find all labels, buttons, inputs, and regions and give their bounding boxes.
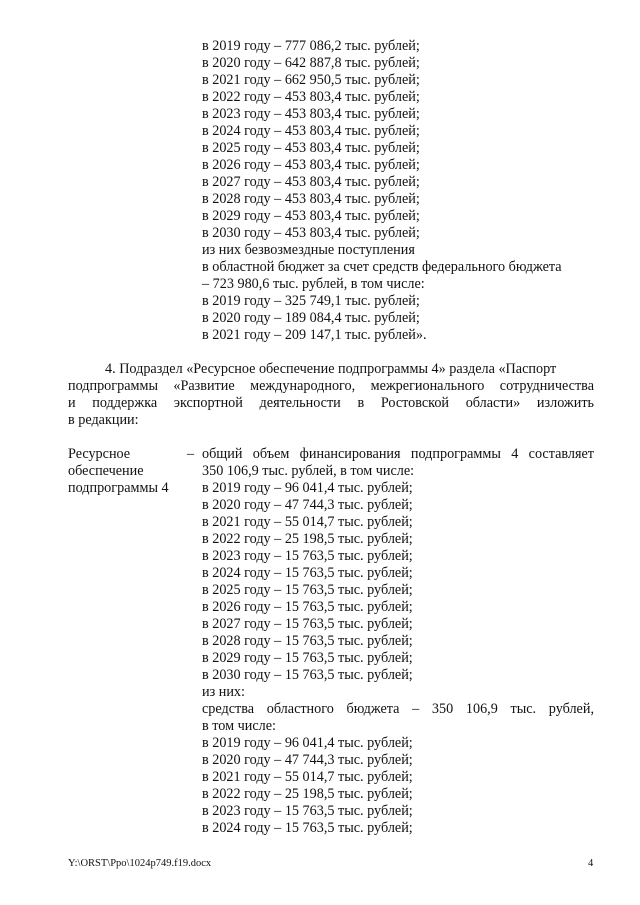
text-line: в 2027 году – 453 803,4 тыс. рублей; <box>202 174 420 190</box>
table-intro: 350 106,9 тыс. рублей, в том числе: <box>202 463 415 479</box>
table-year-total: в 2021 году – 55 014,7 тыс. рублей; <box>202 514 413 530</box>
table-dash: – <box>187 446 195 462</box>
text-line: в 2023 году – 453 803,4 тыс. рублей; <box>202 106 420 122</box>
text-line: из них безвозмездные поступления <box>202 242 415 258</box>
text-line: в 2030 году – 453 803,4 тыс. рублей; <box>202 225 420 241</box>
text-line: в 2020 году – 189 084,4 тыс. рублей; <box>202 310 420 326</box>
table-year-regional: в 2022 году – 25 198,5 тыс. рублей; <box>202 786 413 802</box>
table-year-total: в 2023 году – 15 763,5 тыс. рублей; <box>202 548 413 564</box>
text-line: в 2021 году – 209 147,1 тыс. рублей». <box>202 327 427 343</box>
paragraph-line: подпрограммы «Развитие международного, межрегионального сотрудничества <box>68 378 594 394</box>
table-year-total: в 2030 году – 15 763,5 тыс. рублей; <box>202 667 413 683</box>
table-year-total: в 2024 году – 15 763,5 тыс. рублей; <box>202 565 413 581</box>
table-label: обеспечение <box>68 463 144 479</box>
table-year-total: в 2029 году – 15 763,5 тыс. рублей; <box>202 650 413 666</box>
text-line: в 2024 году – 453 803,4 тыс. рублей; <box>202 123 420 139</box>
table-year-regional: в 2023 году – 15 763,5 тыс. рублей; <box>202 803 413 819</box>
table-year-regional: в 2024 году – 15 763,5 тыс. рублей; <box>202 820 413 836</box>
paragraph-line: 4. Подраздел «Ресурсное обеспечение подпрограммы 4» раздела «Паспорт <box>105 361 557 377</box>
paragraph-line: в редакции: <box>68 412 139 428</box>
text-line: в областной бюджет за счет средств федерального бюджета <box>202 259 562 275</box>
table-intro: общий объем финансирования подпрограммы 4 составляет <box>202 446 594 462</box>
table-label: подпрограммы 4 <box>68 480 169 496</box>
text-line: в 2026 году – 453 803,4 тыс. рублей; <box>202 157 420 173</box>
table-year-total: в 2019 году – 96 041,4 тыс. рублей; <box>202 480 413 496</box>
text-line: в 2025 году – 453 803,4 тыс. рублей; <box>202 140 420 156</box>
text-line: в 2028 году – 453 803,4 тыс. рублей; <box>202 191 420 207</box>
table-year-total: в 2022 году – 25 198,5 тыс. рублей; <box>202 531 413 547</box>
table-regional: средства областного бюджета – 350 106,9 тыс. рублей, <box>202 701 594 717</box>
table-label: Ресурсное <box>68 446 131 462</box>
paragraph-line: и поддержка экспортной деятельности в Ростовской области» изложить <box>68 395 594 411</box>
table-year-regional: в 2020 году – 47 744,3 тыс. рублей; <box>202 752 413 768</box>
table-year-regional: в 2019 году – 96 041,4 тыс. рублей; <box>202 735 413 751</box>
text-line: в 2021 году – 662 950,5 тыс. рублей; <box>202 72 420 88</box>
text-line: в 2019 году – 325 749,1 тыс. рублей; <box>202 293 420 309</box>
table-year-total: в 2027 году – 15 763,5 тыс. рублей; <box>202 616 413 632</box>
table-year-total: в 2025 году – 15 763,5 тыс. рублей; <box>202 582 413 598</box>
text-line: в 2019 году – 777 086,2 тыс. рублей; <box>202 38 420 54</box>
table-regional: в том числе: <box>202 718 276 734</box>
table-year-total: в 2026 году – 15 763,5 тыс. рублей; <box>202 599 413 615</box>
text-line: в 2029 году – 453 803,4 тыс. рублей; <box>202 208 420 224</box>
footer-file-path: Y:\ORST\Ppo\1024p749.f19.docx <box>68 858 212 869</box>
table-of-them: из них: <box>202 684 245 700</box>
table-year-total: в 2028 году – 15 763,5 тыс. рублей; <box>202 633 413 649</box>
text-line: в 2022 году – 453 803,4 тыс. рублей; <box>202 89 420 105</box>
text-line: – 723 980,6 тыс. рублей, в том числе: <box>202 276 425 292</box>
page-number: 4 <box>588 858 594 869</box>
table-year-regional: в 2021 году – 55 014,7 тыс. рублей; <box>202 769 413 785</box>
table-year-total: в 2020 году – 47 744,3 тыс. рублей; <box>202 497 413 513</box>
text-line: в 2020 году – 642 887,8 тыс. рублей; <box>202 55 420 71</box>
